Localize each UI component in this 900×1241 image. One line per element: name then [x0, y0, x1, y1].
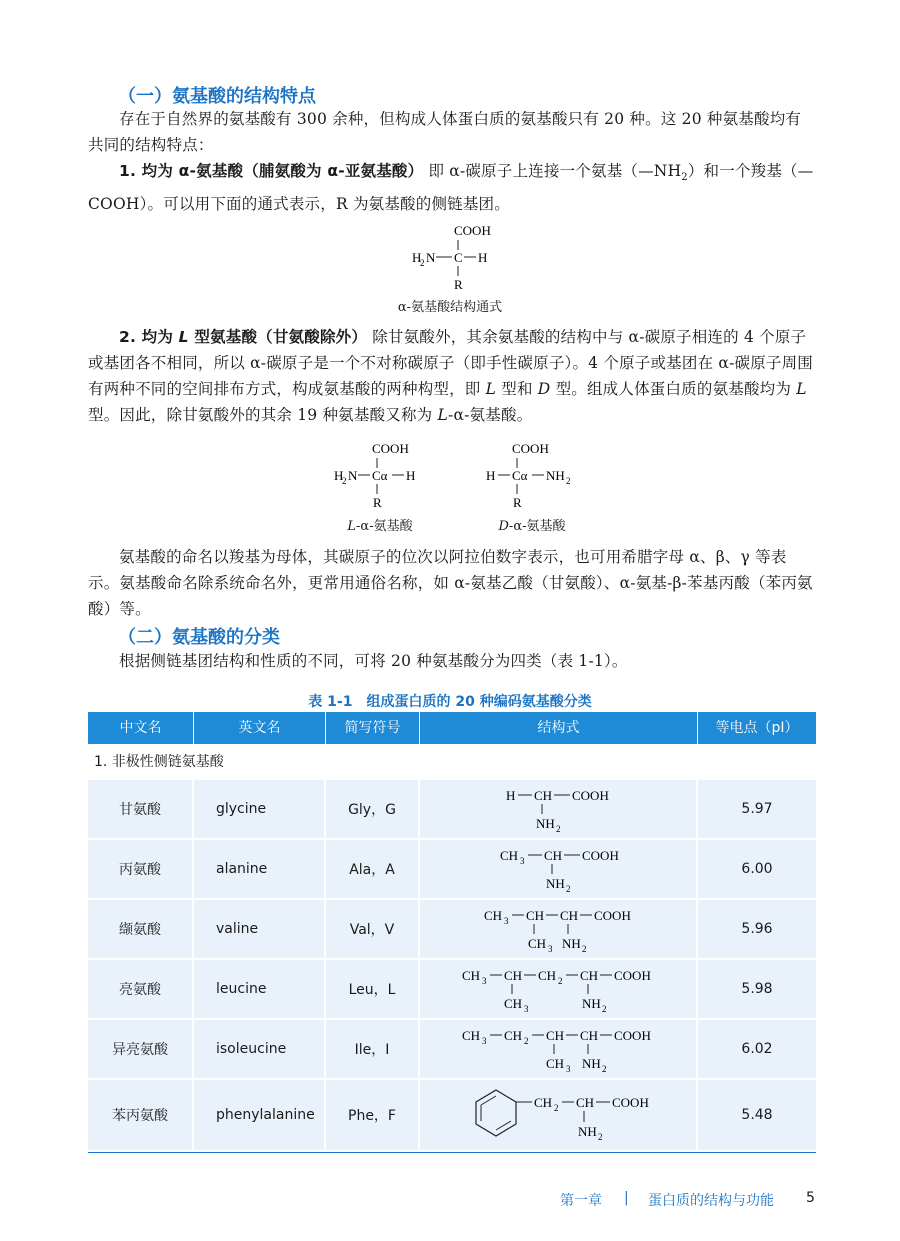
struct-ch3-b: CH: [504, 996, 523, 1011]
l-sub2: 2: [342, 476, 347, 486]
struct-ch: CH: [504, 968, 523, 983]
formula-c: C: [454, 250, 463, 265]
struct-sub3-b: 3: [566, 1064, 571, 1074]
struct-sub3: 3: [482, 976, 487, 986]
struct-cooh: COOH: [582, 848, 619, 863]
struct-ch: CH: [534, 788, 553, 803]
struct-ch-2: CH: [560, 908, 579, 923]
l-h-right: H: [406, 468, 416, 483]
struct-h: H: [506, 788, 516, 803]
d-nh: NH: [546, 468, 565, 483]
cell-cn-name: 异亮氨酸: [88, 1020, 194, 1078]
struct-ch2: CH: [504, 1028, 523, 1043]
general-formula-caption: α-氨基酸结构通式: [397, 300, 503, 315]
th-structure: 结构式: [420, 712, 698, 744]
formula-n: N: [426, 250, 436, 265]
formula-h-right: H: [478, 250, 488, 265]
formula-cooh: COOH: [454, 223, 491, 238]
cell-en-name: leucine: [194, 960, 326, 1018]
l-cooh: COOH: [372, 441, 409, 456]
structure-formula: [420, 840, 696, 898]
struct-ch: CH: [544, 848, 563, 863]
d-caption-rest: -α-氨基酸: [508, 519, 566, 534]
struct-nh: NH: [578, 1124, 597, 1139]
classification-intro: 根据侧链基团结构和性质的不同，可将 20 种氨基酸分为四类（表 1-1）。: [119, 652, 628, 670]
structure-formula: [420, 1020, 696, 1078]
struct-ch3: CH: [484, 908, 503, 923]
point-2-lead-l: L: [178, 328, 189, 346]
d-h: H: [486, 468, 496, 483]
point-2-lead-b: 型氨基酸（甘氨酸除外）: [188, 328, 368, 346]
struct-cooh: COOH: [612, 1095, 649, 1110]
cell-pi: 5.48: [698, 1080, 816, 1150]
point-2-d: D: [537, 380, 551, 398]
cell-en-name: isoleucine: [194, 1020, 326, 1078]
struct-nh: NH: [536, 816, 555, 831]
struct-ch2-sub: 2: [524, 1036, 529, 1046]
general-formula: [400, 222, 510, 294]
cell-abbr: Val，V: [326, 900, 420, 958]
cell-cn-name: 缬氨酸: [88, 900, 194, 958]
naming-paragraph: 氨基酸的命名以羧基为母体，其碳原子的位次以阿拉伯数字表示，也可用希腊字母 α、β、γ 等表示。氨基酸命名除系统命名外，更常用通俗名称，如 α-氨基乙酸（甘氨酸）、α-氨基-β-苯基丙酸（苯丙氨酸）等。: [88, 548, 813, 618]
cell-en-name: valine: [194, 900, 326, 958]
struct-sub3-b: 3: [548, 944, 553, 954]
group-nonpolar: 1. 非极性侧链氨基酸: [94, 754, 224, 770]
cell-abbr: Ile，I: [326, 1020, 420, 1078]
structure-formula: [420, 780, 696, 838]
cell-cn-name: 亮氨酸: [88, 960, 194, 1018]
l-caption: [330, 515, 430, 534]
cell-structure: [420, 900, 698, 958]
cell-cn-name: 甘氨酸: [88, 780, 194, 838]
footer-chapter: 第一章: [560, 1193, 602, 1209]
formula-h: H: [412, 250, 422, 265]
th-pi: 等电点（pI）: [715, 720, 799, 736]
struct-cooh: COOH: [572, 788, 609, 803]
d-cooh: COOH: [512, 441, 549, 456]
point-2-text-d: 型。因此，除甘氨酸外的其余 19 种氨基酸又称为: [88, 406, 438, 424]
structure-formula: [420, 900, 696, 958]
cell-pi: 5.96: [698, 900, 816, 958]
struct-ch-2: CH: [580, 1028, 599, 1043]
cell-en-name: phenylalanine: [194, 1080, 326, 1150]
point-2-text-c: 型。组成人体蛋白质的氨基酸均为: [550, 380, 797, 398]
struct-cooh: COOH: [594, 908, 631, 923]
nh2-subscript: 2: [681, 172, 688, 184]
intro-paragraph: 存在于自然界的氨基酸有 300 余种，但构成人体蛋白质的氨基酸只有 20 种。这 20 种氨基酸均有共同的结构特点：: [88, 110, 802, 154]
formula-r: R: [454, 277, 463, 292]
struct-cooh: COOH: [614, 968, 651, 983]
struct-cooh: COOH: [614, 1028, 651, 1043]
d-ca: Cα: [512, 468, 528, 483]
cell-structure: [420, 960, 698, 1018]
table-title: 表 1-1 组成蛋白质的 20 种编码氨基酸分类: [308, 694, 592, 710]
footer-title: 蛋白质的结构与功能: [648, 1193, 774, 1209]
l-caption-prefix: L: [347, 519, 357, 534]
l-caption-rest: -α-氨基酸: [356, 519, 413, 534]
cell-structure: [420, 1080, 698, 1150]
benzene-ring: [476, 1090, 516, 1136]
struct-ch2: CH: [534, 1095, 553, 1110]
cell-en-name: alanine: [194, 840, 326, 898]
struct-ch2-sub: 2: [558, 976, 563, 986]
footer-page-number: 5: [806, 1190, 815, 1206]
cell-structure: [420, 840, 698, 898]
l-n: N: [348, 468, 358, 483]
cell-pi: 5.98: [698, 960, 816, 1018]
struct-nh: NH: [562, 936, 581, 951]
cell-abbr: Leu，L: [326, 960, 420, 1018]
struct-nh: NH: [582, 1056, 601, 1071]
d-caption: [482, 515, 582, 534]
struct-nh: NH: [546, 876, 565, 891]
struct-sub2: 2: [556, 824, 561, 834]
l-ca: Cα: [372, 468, 388, 483]
table-header: [88, 712, 816, 744]
section-heading-classification: （二）氨基酸的分类: [118, 627, 280, 648]
struct-ch3: CH: [462, 1028, 481, 1043]
struct-ch: CH: [546, 1028, 565, 1043]
point-2-text-a: 除甘氨酸外，其余氨基酸的结构中与 α-碳原子相连的 4 个原子或基团各不相同，所以 α-碳原子是一个不对称碳原子（即手性碳原子）。4 个原子或基团在 α-碳原子周围有两种不同的空间排布方式，构成氨基酸的两种构型，即: [88, 328, 814, 398]
struct-ch-2: CH: [580, 968, 599, 983]
th-abbr: 简写符号: [326, 712, 420, 744]
l-r: R: [373, 495, 382, 510]
d-caption-prefix: D: [498, 519, 509, 534]
point-2-lead-a: 2. 均为: [119, 328, 179, 346]
struct-ch: CH: [576, 1095, 595, 1110]
cell-abbr: Ala，A: [326, 840, 420, 898]
th-cn-name: 中文名: [88, 712, 194, 744]
structure-formula: [420, 960, 696, 1018]
formula-sub2: 2: [420, 258, 425, 268]
point-1-text-b: ）和一个羧基（—COOH）。可以用下面的通式表示，R 为氨基酸的侧链基团。: [88, 162, 814, 214]
l-h: H: [334, 468, 344, 483]
struct-sub2: 2: [602, 1004, 607, 1014]
section-heading-structure: （一）氨基酸的结构特点: [118, 86, 316, 107]
cell-cn-name: 苯丙氨酸: [88, 1080, 194, 1150]
struct-ch3-b: CH: [546, 1056, 565, 1071]
cell-abbr: Phe，F: [326, 1080, 420, 1150]
l-d-formulas: [330, 440, 590, 516]
point-2-text-e: -α-氨基酸。: [448, 406, 533, 424]
th-en-name: 英文名: [194, 712, 326, 744]
point-1-paragraph: [88, 158, 816, 217]
cell-pi: 6.02: [698, 1020, 816, 1078]
d-sub2: 2: [566, 476, 571, 486]
struct-sub2: 2: [566, 884, 571, 894]
point-2-paragraph: [88, 324, 816, 428]
struct-sub2: 2: [602, 1064, 607, 1074]
cell-pi: 5.97: [698, 780, 816, 838]
struct-ch3: CH: [462, 968, 481, 983]
cell-cn-name: 丙氨酸: [88, 840, 194, 898]
cell-structure: [420, 1020, 698, 1078]
point-1-lead: 1. 均为 α-氨基酸（脯氨酸为 α-亚氨基酸）: [119, 162, 424, 180]
structure-formula: [420, 1080, 696, 1150]
struct-ch2: CH: [538, 968, 557, 983]
struct-sub2: 2: [598, 1132, 603, 1142]
struct-nh: NH: [582, 996, 601, 1011]
struct-sub3: 3: [482, 1036, 487, 1046]
struct-sub2: 2: [582, 944, 587, 954]
point-1-text-a: 即 α-碳原子上连接一个氨基（—NH: [428, 162, 682, 180]
point-2-l: L: [485, 380, 497, 398]
struct-ch3: CH: [500, 848, 519, 863]
d-r: R: [513, 495, 522, 510]
struct-ch3-b: CH: [528, 936, 547, 951]
cell-en-name: glycine: [194, 780, 326, 838]
bottom-rule: [88, 1152, 816, 1153]
cell-pi: 6.00: [698, 840, 816, 898]
struct-sub3: 3: [520, 856, 525, 866]
struct-ch: CH: [526, 908, 545, 923]
struct-sub3: 3: [504, 916, 509, 926]
point-2-l3: L: [437, 406, 449, 424]
point-2-l2: L: [796, 380, 807, 398]
footer-separator: |: [624, 1190, 629, 1206]
struct-sub3-b: 3: [524, 1004, 529, 1014]
struct-ch2-sub: 2: [554, 1103, 559, 1113]
cell-abbr: Gly，G: [326, 780, 420, 838]
cell-structure: [420, 780, 698, 838]
point-2-text-b: 型和: [496, 380, 538, 398]
